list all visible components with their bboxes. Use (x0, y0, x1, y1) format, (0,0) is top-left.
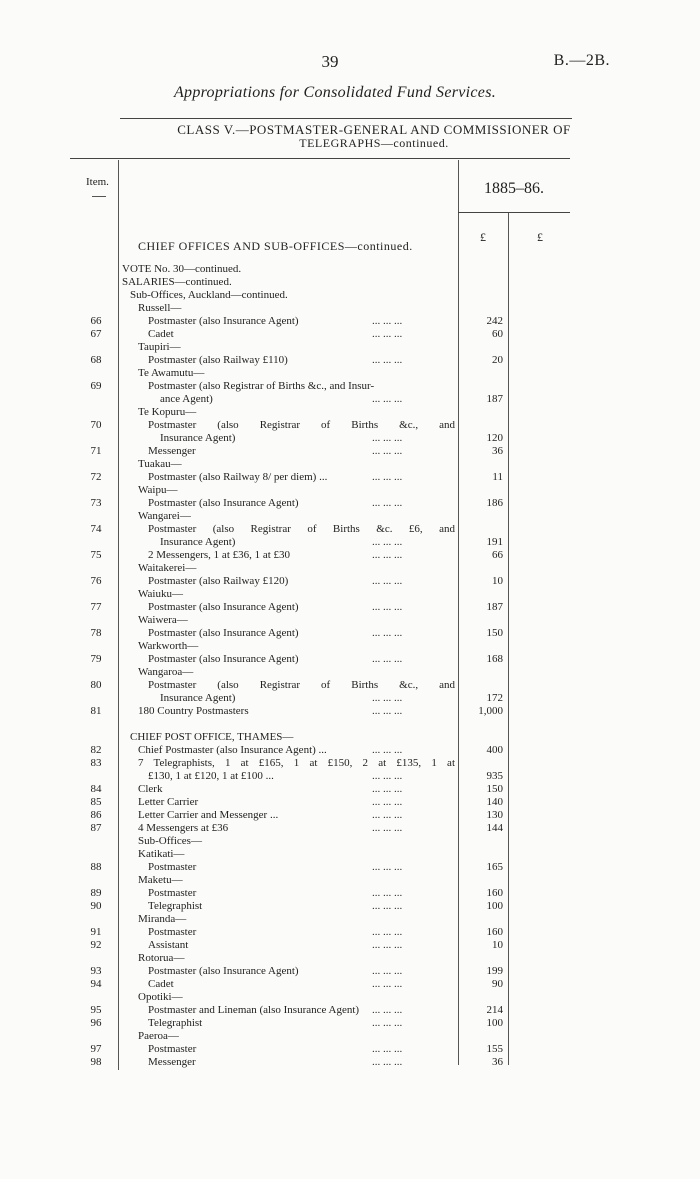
row-description: Maketu— (138, 874, 183, 886)
table-row (0, 562, 700, 575)
item-number: 82 (90, 744, 102, 756)
row-description: Sub-Offices, Auckland—continued. (130, 289, 288, 301)
row-amount: 10 (492, 939, 503, 951)
row-amount: 187 (486, 393, 503, 405)
class-title-line-2: TELEGRAPHS—continued. (299, 136, 449, 150)
row-amount: 214 (486, 1004, 503, 1016)
row-description: 4 Messengers at £36 (138, 822, 229, 834)
row-description: Postmaster (also Registrar of Births &c., and Insur- (148, 380, 375, 392)
table-row (0, 861, 700, 874)
class-title-line-1: CLASS V.—POSTMASTER-GENERAL AND COMMISSIONER OF (177, 122, 571, 137)
row-description: Letter Carrier (138, 796, 199, 808)
row-description: Postmaster (also Insurance Agent) (148, 627, 299, 639)
table-row (0, 549, 700, 562)
leader-dots: ... ... ... (372, 978, 403, 990)
table-row (0, 276, 700, 289)
leader-dots: ... ... ... (372, 783, 403, 795)
leader-dots: ... ... ... (372, 328, 403, 340)
table-row (0, 315, 700, 328)
row-description: Postmaster (also Insurance Agent) (148, 965, 299, 977)
row-amount: 10 (492, 575, 503, 587)
row-description: Postmaster (also Insurance Agent) (148, 601, 299, 613)
leader-dots: ... ... ... (372, 744, 403, 756)
table-row (0, 263, 700, 276)
leader-dots: ... ... ... (372, 549, 403, 561)
item-column-header: Item. (86, 176, 109, 188)
item-number: 81 (90, 705, 102, 717)
table-row (0, 809, 700, 822)
row-description: Sub-Offices— (138, 835, 202, 847)
item-number: 84 (90, 783, 102, 795)
row-description: Postmaster (148, 887, 197, 899)
item-number: 95 (90, 1004, 102, 1016)
row-description: 180 Country Postmasters (138, 705, 249, 717)
item-number: 71 (90, 445, 102, 457)
item-number: 93 (90, 965, 102, 977)
table-row (0, 705, 700, 718)
leader-dots: ... ... ... (372, 536, 403, 548)
leader-dots: ... ... ... (372, 965, 403, 977)
table-row (0, 770, 700, 783)
row-description: Waitakerei— (138, 562, 197, 574)
row-description: Rotorua— (138, 952, 185, 964)
row-amount: 186 (486, 497, 503, 509)
row-amount: 1,000 (478, 705, 503, 717)
row-description: Assistant (148, 939, 189, 951)
row-description: Messenger (148, 1056, 196, 1068)
leader-dots: ... ... ... (372, 900, 403, 912)
item-number: 78 (90, 627, 102, 639)
row-amount: 120 (486, 432, 503, 444)
table-row (0, 523, 700, 536)
table-row (0, 302, 700, 315)
item-number: 87 (90, 822, 102, 834)
document-reference: B.—2B. (553, 52, 610, 69)
row-amount: 160 (486, 926, 503, 938)
item-number: 88 (90, 861, 102, 873)
row-amount: 150 (486, 783, 503, 795)
table-row (0, 822, 700, 835)
table-row (0, 1004, 700, 1017)
table-row (0, 952, 700, 965)
row-description: Insurance Agent) (160, 536, 236, 548)
table-row (0, 432, 700, 445)
row-description: Wangaroa— (138, 666, 194, 678)
leader-dots: ... ... ... (372, 315, 403, 327)
leader-dots: ... ... ... (372, 653, 403, 665)
table-row (0, 991, 700, 1004)
row-description: Postmaster (also Registrar of Births &c. £6, and (148, 523, 455, 535)
row-description: Warkworth— (138, 640, 199, 652)
table-row (0, 640, 700, 653)
page-number: 39 (321, 52, 339, 71)
leader-dots: ... ... ... (372, 1056, 403, 1068)
row-amount: 36 (492, 1056, 503, 1068)
row-spacer (0, 718, 700, 731)
row-description: Te Kopuru— (138, 406, 197, 418)
row-description: Postmaster (also Insurance Agent) (148, 497, 299, 509)
leader-dots: ... ... ... (372, 861, 403, 873)
row-description: Postmaster (also Insurance Agent) (148, 653, 299, 665)
leader-dots: ... ... ... (372, 939, 403, 951)
row-amount: 191 (486, 536, 503, 548)
row-description: Katikati— (138, 848, 185, 860)
leader-dots: ... ... ... (372, 692, 403, 704)
row-amount: 155 (486, 1043, 503, 1055)
row-description: Postmaster (148, 861, 197, 873)
row-amount: 100 (486, 1017, 503, 1029)
item-number: 66 (90, 315, 102, 327)
row-amount: 144 (486, 822, 503, 834)
row-amount: 150 (486, 627, 503, 639)
item-number: 94 (90, 978, 102, 990)
row-amount: 168 (486, 653, 503, 665)
table-row (0, 965, 700, 978)
table-row (0, 900, 700, 913)
table-row (0, 484, 700, 497)
row-description: Telegraphist (148, 1017, 203, 1029)
row-description: Chief Postmaster (also Insurance Agent) ... (138, 744, 327, 756)
row-description: Postmaster (148, 926, 197, 938)
leader-dots: ... ... ... (372, 1017, 403, 1029)
row-amount: 242 (486, 315, 503, 327)
row-amount: 935 (486, 770, 503, 782)
row-amount: 20 (492, 354, 503, 366)
row-description: Paeroa— (138, 1030, 179, 1042)
item-number: 98 (90, 1056, 102, 1068)
row-description: Postmaster (also Railway £120) (148, 575, 289, 587)
row-description: Insurance Agent) (160, 692, 236, 704)
row-description: Miranda— (138, 913, 187, 925)
row-description: Letter Carrier and Messenger ... (138, 809, 279, 821)
table-row (0, 744, 700, 757)
leader-dots: ... ... ... (372, 770, 403, 782)
table-row (0, 367, 700, 380)
row-description: Russell— (138, 302, 182, 314)
leader-dots: ... ... ... (372, 445, 403, 457)
item-number: 80 (90, 679, 102, 691)
table-row (0, 692, 700, 705)
page-heading: Appropriations for Consolidated Fund Services. (173, 84, 497, 101)
leader-dots: ... ... ... (372, 497, 403, 509)
row-description: Cadet (148, 328, 174, 340)
row-description: Te Awamutu— (138, 367, 205, 379)
table-row (0, 1030, 700, 1043)
table-row (0, 1017, 700, 1030)
row-description: Waipu— (138, 484, 178, 496)
table-row (0, 406, 700, 419)
row-description: SALARIES—continued. (122, 276, 232, 288)
table-row (0, 835, 700, 848)
table-row (0, 354, 700, 367)
table-row (0, 666, 700, 679)
leader-dots: ... ... ... (372, 1004, 403, 1016)
item-number: 89 (90, 887, 102, 899)
row-amount: 100 (486, 900, 503, 912)
leader-dots: ... ... ... (372, 1043, 403, 1055)
table-row (0, 510, 700, 523)
currency-symbol-2: £ (537, 230, 543, 244)
table-row (0, 419, 700, 432)
row-description: Telegraphist (148, 900, 203, 912)
item-number: 85 (90, 796, 102, 808)
row-amount: 11 (492, 471, 503, 483)
table-top-rule (70, 158, 570, 159)
table-row (0, 939, 700, 952)
table-row (0, 380, 700, 393)
row-description: Wangarei— (138, 510, 191, 522)
row-amount: 36 (492, 445, 503, 457)
row-description: Postmaster (also Railway 8/ per diem) ... (148, 471, 328, 483)
item-number: 79 (90, 653, 102, 665)
row-amount: 199 (486, 965, 503, 977)
item-number: 75 (90, 549, 102, 561)
year-column-header: 1885–86. (484, 180, 544, 197)
currency-symbol-1: £ (480, 230, 486, 244)
table-row (0, 848, 700, 861)
row-description: 7 Telegraphists, 1 at £165, 1 at £150, 2 at £135, 1 at (138, 757, 455, 769)
table-row (0, 341, 700, 354)
leader-dots: ... ... ... (372, 471, 403, 483)
item-number: 76 (90, 575, 102, 587)
table-row (0, 614, 700, 627)
table-row (0, 1056, 700, 1069)
table-row (0, 796, 700, 809)
row-description: 2 Messengers, 1 at £36, 1 at £30 (148, 549, 291, 561)
row-amount: 400 (486, 744, 503, 756)
leader-dots: ... ... ... (372, 601, 403, 613)
item-number: 92 (90, 939, 102, 951)
leader-dots: ... ... ... (372, 705, 403, 717)
table-row (0, 497, 700, 510)
table-row (0, 1043, 700, 1056)
row-amount: 60 (492, 328, 503, 340)
leader-dots: ... ... ... (372, 627, 403, 639)
year-header-rule (458, 212, 570, 213)
leader-dots: ... ... ... (372, 809, 403, 821)
table-row (0, 445, 700, 458)
table-row (0, 757, 700, 770)
row-amount: 140 (486, 796, 503, 808)
row-description: Clerk (138, 783, 163, 795)
item-number: 97 (90, 1043, 102, 1055)
row-description: Postmaster (also Registrar of Births &c., and (148, 679, 455, 691)
table-row (0, 393, 700, 406)
table-row (0, 978, 700, 991)
item-number: 69 (90, 380, 102, 392)
row-description: Postmaster (also Registrar of Births &c., and (148, 419, 455, 431)
table-row (0, 601, 700, 614)
table-row (0, 913, 700, 926)
table-row (0, 289, 700, 302)
row-description: Opotiki— (138, 991, 183, 1003)
row-description: CHIEF POST OFFICE, THAMES— (130, 731, 294, 743)
row-description: VOTE No. 30—continued. (122, 263, 242, 275)
row-description: Postmaster (also Railway £110) (148, 354, 288, 366)
item-header-underline (92, 196, 106, 197)
item-number: 73 (90, 497, 102, 509)
table-row (0, 458, 700, 471)
item-number: 90 (90, 900, 102, 912)
table-row (0, 536, 700, 549)
row-amount: 130 (486, 809, 503, 821)
table-row (0, 679, 700, 692)
table-row (0, 783, 700, 796)
row-description: Postmaster (also Insurance Agent) (148, 315, 299, 327)
table-row (0, 588, 700, 601)
row-amount: 165 (486, 861, 503, 873)
item-number: 68 (90, 354, 102, 366)
table-row (0, 471, 700, 484)
heading-rule (120, 118, 572, 119)
table-row (0, 575, 700, 588)
row-description: Postmaster (148, 1043, 197, 1055)
row-description: Waiwera— (138, 614, 188, 626)
leader-dots: ... ... ... (372, 887, 403, 899)
row-description: Tuakau— (138, 458, 182, 470)
item-number: 77 (90, 601, 102, 613)
item-number: 72 (90, 471, 102, 483)
row-amount: 187 (486, 601, 503, 613)
leader-dots: ... ... ... (372, 575, 403, 587)
leader-dots: ... ... ... (372, 354, 403, 366)
item-number: 83 (90, 757, 102, 769)
leader-dots: ... ... ... (372, 796, 403, 808)
row-amount: 90 (492, 978, 503, 990)
row-description: Insurance Agent) (160, 432, 236, 444)
leader-dots: ... ... ... (372, 926, 403, 938)
leader-dots: ... ... ... (372, 432, 403, 444)
leader-dots: ... ... ... (372, 393, 403, 405)
row-description: Cadet (148, 978, 174, 990)
item-number: 74 (90, 523, 102, 535)
row-description: ance Agent) (160, 393, 213, 405)
row-description: Waiuku— (138, 588, 183, 600)
table-row (0, 731, 700, 744)
item-number: 70 (90, 419, 102, 431)
table-row (0, 874, 700, 887)
table-row (0, 887, 700, 900)
row-amount: 66 (492, 549, 503, 561)
row-description: Messenger (148, 445, 196, 457)
table-row (0, 926, 700, 939)
item-number: 67 (90, 328, 102, 340)
row-amount: 172 (486, 692, 503, 704)
table-row (0, 627, 700, 640)
table-row (0, 328, 700, 341)
item-number: 91 (90, 926, 102, 938)
item-number: 86 (90, 809, 102, 821)
item-number: 96 (90, 1017, 102, 1029)
table-row (0, 653, 700, 666)
appropriation-rows (0, 263, 700, 1069)
row-description: £130, 1 at £120, 1 at £100 ... (148, 770, 274, 782)
row-amount: 160 (486, 887, 503, 899)
section-title: CHIEF OFFICES AND SUB-OFFICES—continued. (138, 239, 413, 253)
leader-dots: ... ... ... (372, 822, 403, 834)
row-description: Taupiri— (138, 341, 181, 353)
row-description: Postmaster and Lineman (also Insurance Agent) (148, 1004, 360, 1016)
